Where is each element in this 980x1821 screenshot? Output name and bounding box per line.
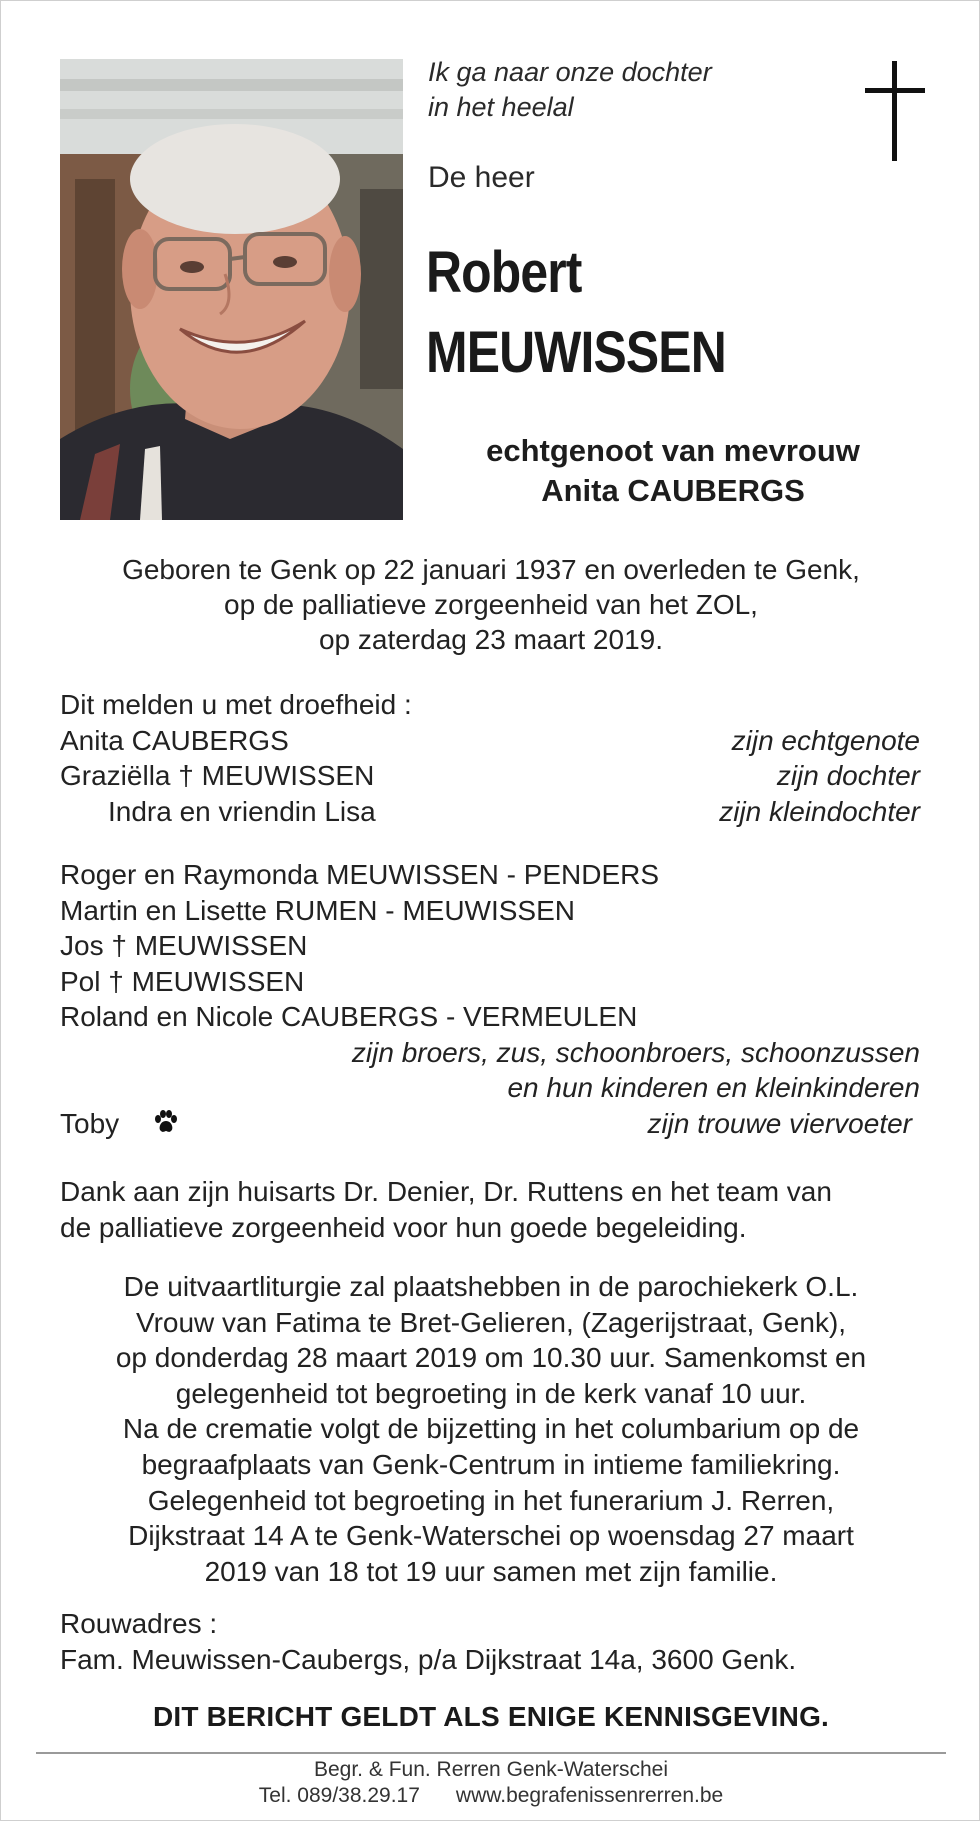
salutation: De heer [428, 161, 535, 194]
funeral-home-website[interactable]: www.begrafenissenrerren.be [455, 1784, 724, 1807]
birth-line: op zaterdag 23 maart 2019. [318, 624, 663, 655]
pet-relation: zijn trouwe viervoeter [647, 1107, 912, 1139]
mourner-row [60, 723, 920, 759]
mourner-row [60, 758, 920, 794]
mourner-name: Anita CAUBERGS [60, 724, 289, 756]
birth-death-info [31, 552, 951, 657]
mourner-relation: zijn echtgenote [731, 724, 920, 756]
funeral-line: Gelegenheid tot begroeting in het funerarium J. Rerren, [147, 1484, 835, 1516]
paw-icon [153, 1110, 179, 1134]
funeral-line: begraafplaats van Genk-Centrum in intieme familiekring. [141, 1448, 841, 1480]
siblings-relation: en hun kinderen en kleinkinderen [507, 1072, 920, 1103]
sibling-name: Jos † MEUWISSEN [60, 930, 308, 961]
portrait-photo [60, 59, 403, 520]
pet-name: Toby [60, 1107, 120, 1139]
mourner-name: Indra en vriendin Lisa [108, 795, 376, 827]
sibling-name: Martin en Lisette RUMEN - MEUWISSEN [60, 894, 575, 926]
motto-line: in het heelal [428, 92, 574, 122]
funeral-home-footer [1, 1757, 980, 1809]
spouse-name: Anita CAUBERGS [541, 473, 805, 508]
mourners-siblings [60, 857, 920, 1141]
first-name: Robert [426, 240, 582, 305]
mourners-intro: Dit melden u met droefheid : [60, 689, 412, 720]
notice-statement: DIT BERICHT GELDT ALS ENIGE KENNISGEVING. [152, 1701, 830, 1732]
last-name: MEUWISSEN [426, 320, 726, 385]
mourning-address [60, 1606, 796, 1678]
sibling-name: Roland en Nicole CAUBERGS - VERMEULEN [60, 1001, 638, 1032]
siblings-relation: zijn broers, zus, schoonbroers, schoonzussen [351, 1036, 920, 1068]
cross-icon [865, 61, 925, 161]
mourner-relation: zijn dochter [776, 760, 920, 791]
thanks-line: de palliatieve zorgeenheid voor hun goede begeleiding. [60, 1212, 747, 1243]
birth-line: Geboren te Genk op 22 januari 1937 en overleden te Genk, [122, 554, 860, 585]
funeral-home-contact [1, 1783, 980, 1809]
motto-line: Ik ga naar onze dochter [428, 57, 712, 87]
funeral-line: Na de crematie volgt de bijzetting in het columbarium op de [122, 1413, 860, 1445]
funeral-home-name: Begr. & Fun. Rerren Genk-Waterschei [313, 1758, 669, 1781]
thanks-line: Dank aan zijn huisarts Dr. Denier, Dr. Ruttens en het team van [60, 1176, 832, 1207]
spouse-line: echtgenoot van mevrouw [486, 433, 860, 468]
mourners-close-family [60, 687, 920, 829]
funeral-home-phone: Tel. 089/38.29.17 [258, 1784, 420, 1807]
mourner-name: Graziëlla † MEUWISSEN [60, 760, 375, 791]
address-label: Rouwadres : [60, 1608, 218, 1639]
motto [428, 55, 712, 125]
funeral-line: op donderdag 28 maart 2019 om 10.30 uur. Samenkomst en [115, 1342, 867, 1374]
funeral-line: gelegenheid tot begroeting in de kerk vanaf 10 uur. [175, 1377, 807, 1409]
sibling-name: Roger en Raymonda MEUWISSEN - PENDERS [60, 859, 660, 890]
thanks-paragraph [60, 1174, 832, 1246]
funeral-line: Dijkstraat 14 A te Genk-Waterschei op woensdag 27 maart [128, 1520, 854, 1552]
pet-row [60, 1106, 920, 1142]
spouse-info [403, 431, 943, 511]
footer-divider [36, 1752, 946, 1754]
funeral-line: Vrouw van Fatima te Bret-Gelieren, (Zagerijstraat, Genk), [135, 1306, 847, 1338]
funeral-details [31, 1269, 951, 1589]
deceased-name [426, 233, 726, 393]
funeral-line: 2019 van 18 tot 19 uur samen met zijn familie. [204, 1555, 778, 1587]
address-value: Fam. Meuwissen-Caubergs, p/a Dijkstraat 14a, 3600 Genk. [60, 1644, 797, 1675]
sibling-name: Pol † MEUWISSEN [60, 965, 305, 997]
funeral-line: De uitvaartliturgie zal plaatshebben in de parochiekerk O.L. [123, 1271, 859, 1302]
birth-line: op de palliatieve zorgeenheid van het ZOL, [224, 589, 758, 620]
mourner-row [60, 794, 920, 830]
portrait-illustration [60, 59, 403, 520]
mourner-relation: zijn kleindochter [719, 795, 920, 827]
